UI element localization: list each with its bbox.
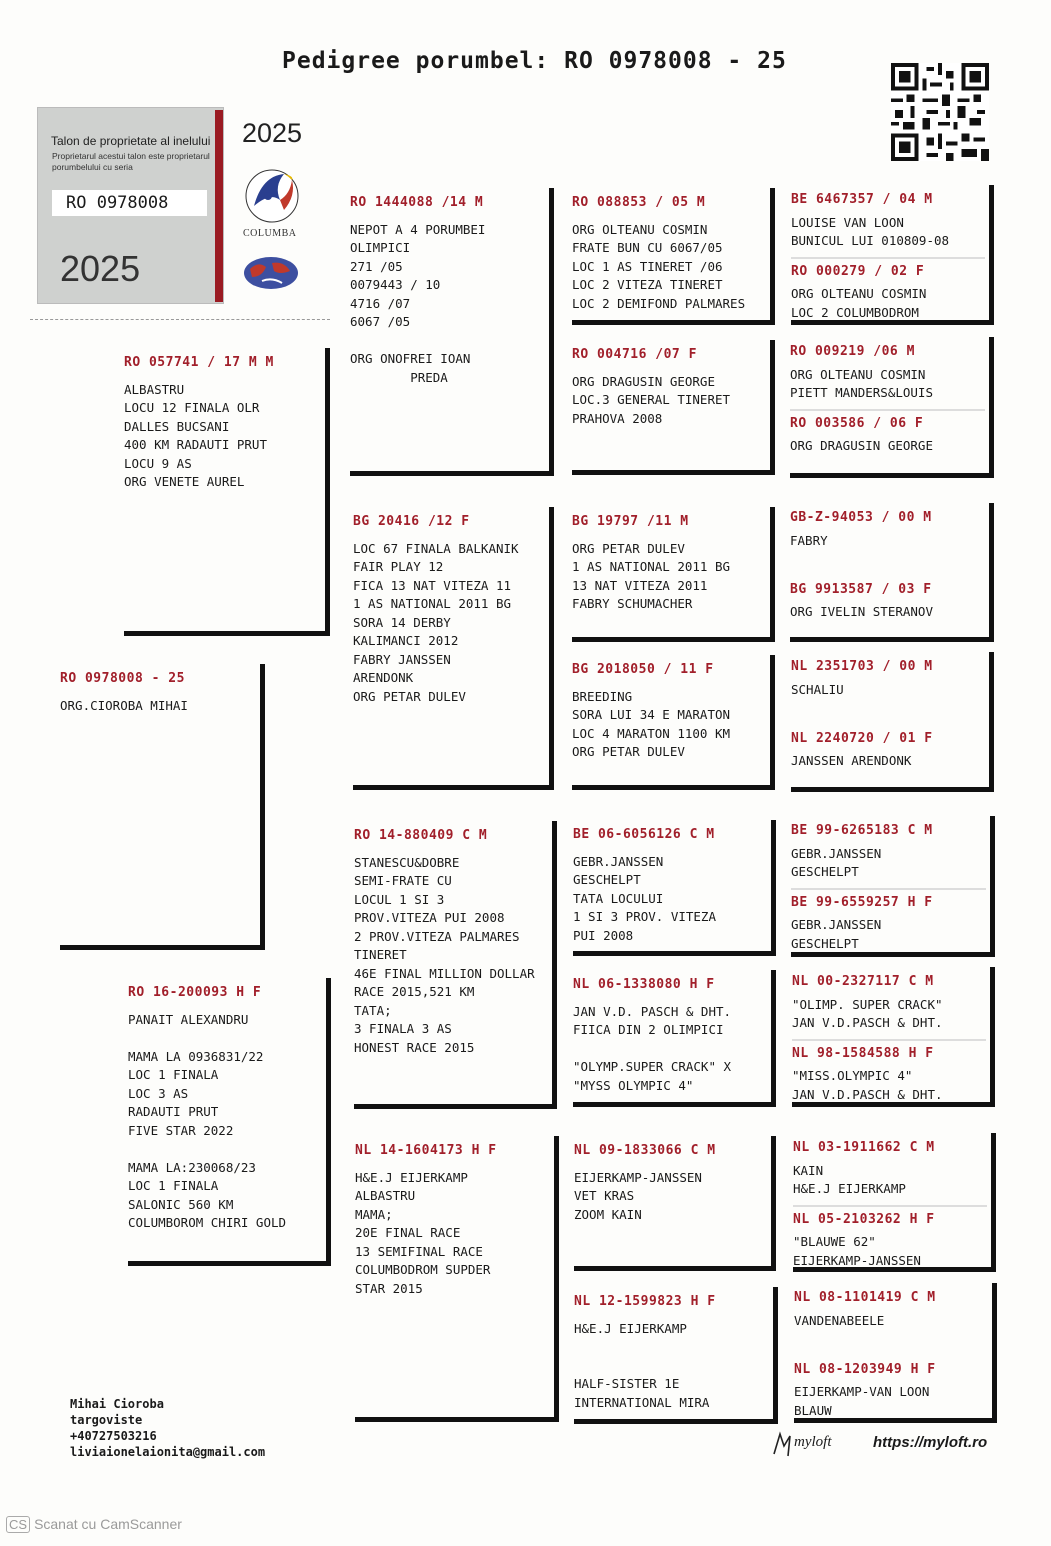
owner-phone: +40727503216 bbox=[70, 1429, 157, 1443]
gen4-ring: RO 003586 / 06 F bbox=[790, 415, 924, 431]
gen3-line: 1 AS NATIONAL 2011 BG bbox=[572, 559, 731, 574]
gen3-line: GESCHELPT bbox=[573, 872, 641, 887]
gen4-divider bbox=[790, 409, 985, 411]
gen3-box bbox=[572, 507, 775, 642]
gen3-ring: NL 06-1338080 H F bbox=[573, 977, 715, 992]
sire-line: LOCU 9 AS bbox=[124, 455, 192, 471]
gen4-line: BUNICUL LUI 010809-08 bbox=[791, 233, 950, 248]
gen3-line: FABRY SCHUMACHER bbox=[572, 596, 693, 611]
sire-dam-line: ARENDONK bbox=[353, 670, 414, 685]
dam-line: SALONIC 560 KM bbox=[128, 1196, 234, 1212]
gen3-line: LOC 2 DEMIFOND PALMARES bbox=[572, 295, 746, 311]
gen4-line: GESCHELPT bbox=[791, 864, 859, 879]
sire-line: 400 KM RADAUTI PRUT bbox=[124, 437, 267, 452]
gen4-line: LOUISE VAN LOON bbox=[791, 214, 904, 230]
gen4-ring: NL 08-1203949 H F bbox=[794, 1361, 936, 1377]
gen4-line bbox=[791, 699, 985, 718]
card-cut-line bbox=[30, 319, 330, 320]
card-red-strip bbox=[215, 110, 223, 302]
gen3-line: "MYSS OLYMPIC 4" bbox=[573, 1077, 694, 1093]
dam-dam-box bbox=[355, 1136, 559, 1422]
myloft-brand: myloft bbox=[794, 1434, 832, 1450]
columba-logo-icon bbox=[244, 166, 300, 226]
dam-dam-line: COLUMBODROM SUPDER bbox=[355, 1262, 491, 1277]
gen3-line: LOC.3 GENERAL TINERET bbox=[572, 392, 731, 407]
gen3-ring: RO 088853 / 05 M bbox=[572, 195, 706, 210]
gen3-line: BREEDING bbox=[572, 688, 633, 704]
gen3-line: PRAHOVA 2008 bbox=[572, 410, 663, 426]
card-year: 2025 bbox=[60, 248, 141, 289]
dam-line bbox=[128, 1140, 322, 1159]
gen3-line: 13 NAT VITEZA 2011 bbox=[572, 577, 708, 593]
sire-dam-line: FAIR PLAY 12 bbox=[353, 559, 444, 574]
gen4-line: VANDENABEELE bbox=[794, 1312, 885, 1328]
sire-dam-box bbox=[353, 507, 554, 790]
sire-line: DALLES BUCSANI bbox=[124, 418, 230, 434]
sire-line: ORG VENETE AUREL bbox=[124, 474, 245, 489]
dam-sire-box bbox=[354, 821, 557, 1109]
gen3-line: ORG OLTEANU COSMIN bbox=[572, 221, 708, 237]
gen4-ring: RO 000279 / 02 F bbox=[791, 263, 925, 279]
gen3-box bbox=[572, 188, 775, 325]
gen3-box bbox=[573, 970, 776, 1107]
dam-sire-line: TATA; bbox=[354, 1002, 392, 1018]
gen4-ring: GB-Z-94053 / 00 M bbox=[790, 510, 932, 525]
dam-dam-line: 13 SEMIFINAL RACE bbox=[355, 1243, 483, 1259]
gen3-line: ORG DRAGUSIN GEORGE bbox=[572, 373, 715, 389]
gen4-ring: BG 9913587 / 03 F bbox=[790, 581, 932, 597]
gen4-line: SCHALIU bbox=[791, 681, 844, 697]
sire-sire-line: 6067 /05 bbox=[350, 314, 411, 329]
gen4-box bbox=[790, 337, 994, 478]
gen4-divider bbox=[791, 888, 986, 890]
gen4-box bbox=[791, 652, 994, 792]
gen4-divider bbox=[791, 257, 985, 259]
gen3-ring: RO 004716 /07 F bbox=[572, 347, 697, 362]
sire-sire-line: ORG ONOFREI IOAN bbox=[350, 351, 471, 366]
dam-sire-ring: RO 14-880409 C M bbox=[354, 828, 488, 843]
subject-ring: RO 0978008 - 25 bbox=[60, 671, 185, 686]
gen4-ring: NL 98-1584588 H F bbox=[792, 1045, 934, 1061]
gen3-line: TATA LOCULUI bbox=[573, 890, 664, 906]
gen4-line: EIJERKAMP-VAN LOON bbox=[794, 1384, 930, 1399]
gen4-ring: NL 08-1101419 C M bbox=[794, 1290, 936, 1305]
gen4-ring: NL 03-1911662 C M bbox=[793, 1140, 935, 1155]
dam-line: PANAIT ALEXANDRU bbox=[128, 1011, 249, 1027]
gen3-line: EIJERKAMP-JANSSEN bbox=[574, 1169, 702, 1185]
myloft-link[interactable]: https://myloft.ro bbox=[873, 1434, 988, 1451]
gen4-ring: NL 2240720 / 01 F bbox=[791, 730, 933, 746]
gen4-line: JAN V.D.PASCH & DHT. bbox=[792, 1086, 943, 1102]
gen4-divider bbox=[793, 1205, 987, 1207]
dam-sire-line: 3 FINALA 3 AS bbox=[354, 1021, 452, 1036]
gen3-box bbox=[572, 655, 775, 790]
subject-box bbox=[60, 664, 265, 950]
gen3-ring: NL 09-1833066 C M bbox=[574, 1143, 716, 1158]
sire-sire-line: OLIMPICI bbox=[350, 240, 411, 255]
gen4-line: ORG DRAGUSIN GEORGE bbox=[790, 438, 933, 453]
dam-line: LOC 3 AS bbox=[128, 1085, 189, 1101]
gen4-line bbox=[794, 1330, 988, 1349]
dam-line bbox=[128, 1029, 322, 1048]
gen3-ring: BG 2018050 / 11 F bbox=[572, 662, 714, 677]
gen3-line: VET KRAS bbox=[574, 1188, 635, 1203]
gen4-line: FABRY bbox=[790, 532, 828, 548]
gen3-box bbox=[573, 820, 776, 956]
myloft-footer bbox=[770, 1430, 1010, 1460]
sire-dam-line: LOC 67 FINALA BALKANIK bbox=[353, 540, 519, 556]
gen3-ring: BG 19797 /11 M bbox=[572, 514, 689, 529]
gen4-ring: NL 05-2103262 H F bbox=[793, 1211, 935, 1227]
gen4-line: GEBR.JANSSEN bbox=[791, 917, 882, 932]
dam-sire-line: RACE 2015,521 KM bbox=[354, 984, 475, 999]
gen4-line: ORG OLTEANU COSMIN bbox=[791, 286, 927, 301]
gen4-line: BLAUW bbox=[794, 1402, 832, 1418]
subject-line: ORG.CIOROBA MIHAI bbox=[60, 697, 188, 713]
gen4-ring: NL 2351703 / 00 M bbox=[791, 659, 933, 674]
globe-pigeon-icon bbox=[242, 255, 300, 291]
page-title: Pedigree porumbel: RO 0978008 - 25 bbox=[282, 48, 787, 74]
qr-code-icon bbox=[891, 60, 989, 164]
gen4-line: "OLIMP. SUPER CRACK" bbox=[792, 996, 943, 1012]
gen3-line: PUI 2008 bbox=[573, 927, 634, 943]
dam-sire-line: PROV.VITEZA PUI 2008 bbox=[354, 910, 505, 925]
gen4-line bbox=[790, 550, 985, 569]
dam-sire-line: 46E FINAL MILLION DOLLAR bbox=[354, 965, 535, 981]
gen3-line: FIICA DIN 2 OLIMPICI bbox=[573, 1022, 724, 1037]
sire-sire-ring: RO 1444088 /14 M bbox=[350, 195, 484, 210]
dam-sire-line: 2 PROV.VITEZA PALMARES bbox=[354, 928, 520, 944]
gen4-box bbox=[791, 816, 995, 957]
gen4-ring: NL 00-2327117 C M bbox=[792, 974, 934, 989]
gen3-line: 1 SI 3 PROV. VITEZA bbox=[573, 909, 716, 924]
owner-email[interactable]: liviaionelaionita@gmail.com bbox=[70, 1445, 266, 1459]
dam-sire-line: STANESCU&DOBRE bbox=[354, 854, 460, 870]
gen4-divider bbox=[794, 1355, 988, 1357]
sire-sire-line: 0079443 / 10 bbox=[350, 277, 441, 292]
dam-sire-line: HONEST RACE 2015 bbox=[354, 1039, 475, 1055]
gen3-box bbox=[574, 1136, 776, 1271]
dam-dam-line: 20E FINAL RACE bbox=[355, 1225, 461, 1240]
sire-ring: RO 057741 / 17 M M bbox=[124, 355, 274, 370]
gen3-line: ORG PETAR DULEV bbox=[572, 540, 685, 556]
dam-dam-ring: NL 14-1604173 H F bbox=[355, 1143, 497, 1158]
camscanner-text: Scanat cu CamScanner bbox=[34, 1516, 182, 1532]
gen4-box bbox=[793, 1133, 996, 1272]
gen3-line: SORA LUI 34 E MARATON bbox=[572, 707, 731, 722]
gen4-ring: BE 6467357 / 04 M bbox=[791, 192, 933, 207]
gen3-line: JAN V.D. PASCH & DHT. bbox=[573, 1003, 732, 1019]
gen4-ring: BE 99-6559257 H F bbox=[791, 894, 933, 910]
dam-line: MAMA LA 0936831/22 bbox=[128, 1048, 264, 1064]
gen3-line: GEBR.JANSSEN bbox=[573, 853, 664, 869]
gen4-line: LOC 2 COLUMBODROM bbox=[791, 304, 919, 320]
gen3-line bbox=[574, 1357, 769, 1376]
sire-dam-ring: BG 20416 /12 F bbox=[353, 514, 470, 529]
ring-ownership-card bbox=[37, 107, 224, 304]
gen4-divider bbox=[792, 1039, 986, 1041]
sire-dam-line: 1 AS NATIONAL 2011 BG bbox=[353, 596, 512, 611]
gen4-line: GEBR.JANSSEN bbox=[791, 845, 882, 861]
sire-dam-line: KALIMANCI 2012 bbox=[353, 633, 459, 648]
gen3-line: "OLYMP.SUPER CRACK" X bbox=[573, 1059, 732, 1074]
gen4-box bbox=[790, 503, 994, 642]
card-heading: Talon de proprietate al inelului bbox=[51, 134, 211, 148]
gen4-divider bbox=[791, 724, 985, 726]
gen3-ring: NL 12-1599823 H F bbox=[574, 1294, 716, 1309]
gen3-line: H&E.J EIJERKAMP bbox=[574, 1320, 687, 1336]
dam-dam-line: ALBASTRU bbox=[355, 1188, 416, 1203]
dam-line: COLUMBOROM CHIRI GOLD bbox=[128, 1215, 287, 1230]
gen3-box bbox=[572, 340, 775, 475]
gen3-line: ORG PETAR DULEV bbox=[572, 744, 685, 759]
owner-name: Mihai Cioroba bbox=[70, 1397, 164, 1411]
gen4-line: KAIN bbox=[793, 1162, 824, 1178]
gen3-line bbox=[573, 1040, 767, 1059]
gen4-line: H&E.J EIJERKAMP bbox=[793, 1181, 906, 1196]
dam-dam-line: H&E.J EIJERKAMP bbox=[355, 1169, 468, 1185]
dam-line: FIVE STAR 2022 bbox=[128, 1122, 234, 1138]
gen4-line: ORG OLTEANU COSMIN bbox=[790, 366, 926, 382]
sire-dam-line: FABRY JANSSEN bbox=[353, 651, 451, 667]
sire-sire-line: NEPOT A 4 PORUMBEI bbox=[350, 221, 486, 237]
columba-brand: COLUMBA bbox=[243, 228, 297, 239]
gen4-line: GESCHELPT bbox=[791, 935, 859, 951]
gen3-line: ZOOM KAIN bbox=[574, 1206, 642, 1222]
gen4-line: ORG IVELIN STERANOV bbox=[790, 604, 933, 619]
camscanner-logo-icon: CS bbox=[6, 1516, 30, 1533]
gen3-ring: BE 06-6056126 C M bbox=[573, 827, 715, 842]
sire-line: LOCU 12 FINALA OLR bbox=[124, 400, 260, 415]
gen4-ring: BE 99-6265183 C M bbox=[791, 823, 933, 838]
sire-sire-line: PREDA bbox=[350, 369, 448, 385]
gen4-box bbox=[792, 967, 995, 1107]
dam-line: RADAUTI PRUT bbox=[128, 1104, 219, 1119]
gen4-box bbox=[794, 1283, 997, 1423]
sire-sire-line bbox=[350, 332, 545, 351]
gen4-divider bbox=[790, 575, 985, 577]
card-ring-number: RO 0978008 bbox=[52, 190, 207, 216]
dam-dam-line: STAR 2015 bbox=[355, 1280, 423, 1296]
gen3-line bbox=[574, 1338, 769, 1357]
sire-sire-line: 271 /05 bbox=[350, 258, 403, 274]
gen4-line: JANSSEN ARENDONK bbox=[791, 753, 912, 768]
camscanner-watermark bbox=[6, 1516, 182, 1533]
sire-sire-line: 4716 /07 bbox=[350, 295, 411, 311]
gen4-line: "BLAUWE 62" bbox=[793, 1234, 876, 1249]
owner-city: targoviste bbox=[70, 1413, 143, 1427]
sire-line: ALBASTRU bbox=[124, 381, 185, 397]
dam-sire-line: TINERET bbox=[354, 947, 407, 962]
gen3-line: LOC 4 MARATON 1100 KM bbox=[572, 725, 731, 741]
dam-ring: RO 16-200093 H F bbox=[128, 985, 262, 1000]
sire-dam-line: ORG PETAR DULEV bbox=[353, 688, 466, 704]
dam-sire-line: LOCUL 1 SI 3 bbox=[354, 891, 445, 907]
dam-line: LOC 1 FINALA bbox=[128, 1067, 219, 1082]
sire-dam-line: FICA 13 NAT VITEZA 11 bbox=[353, 577, 512, 593]
gen3-line: HALF-SISTER 1E bbox=[574, 1376, 680, 1391]
sire-sire-box bbox=[350, 188, 554, 476]
gen3-line: LOC 2 VITEZA TINERET bbox=[572, 277, 723, 292]
gen4-line: PIETT MANDERS&LOUIS bbox=[790, 385, 933, 400]
card-subtitle: Proprietarul acestui talon este proprietarul porumbelului cu seria bbox=[52, 151, 210, 172]
owner-contact bbox=[70, 1396, 265, 1460]
dam-line: MAMA LA:230068/23 bbox=[128, 1159, 256, 1175]
gen3-line: FRATE BUN CU 6067/05 bbox=[572, 240, 723, 255]
dam-box bbox=[128, 978, 331, 1266]
gen4-ring: RO 009219 /06 M bbox=[790, 344, 915, 359]
gen4-line: JAN V.D.PASCH & DHT. bbox=[792, 1015, 943, 1030]
card-year-right: 2025 bbox=[242, 118, 303, 148]
gen3-box bbox=[574, 1287, 778, 1424]
gen3-line: INTERNATIONAL MIRA bbox=[574, 1394, 710, 1410]
gen3-line: LOC 1 AS TINERET /06 bbox=[572, 258, 723, 274]
dam-line: LOC 1 FINALA bbox=[128, 1178, 219, 1193]
dam-sire-line: SEMI-FRATE CU bbox=[354, 873, 452, 888]
myloft-logo-icon bbox=[770, 1430, 794, 1458]
gen4-box bbox=[791, 185, 994, 325]
sire-dam-line: SORA 14 DERBY bbox=[353, 614, 451, 630]
sire-box bbox=[124, 348, 330, 636]
dam-dam-line: MAMA; bbox=[355, 1206, 393, 1222]
gen4-line: "MISS.OLYMPIC 4" bbox=[792, 1068, 913, 1083]
gen4-line: EIJERKAMP-JANSSEN bbox=[793, 1252, 921, 1268]
